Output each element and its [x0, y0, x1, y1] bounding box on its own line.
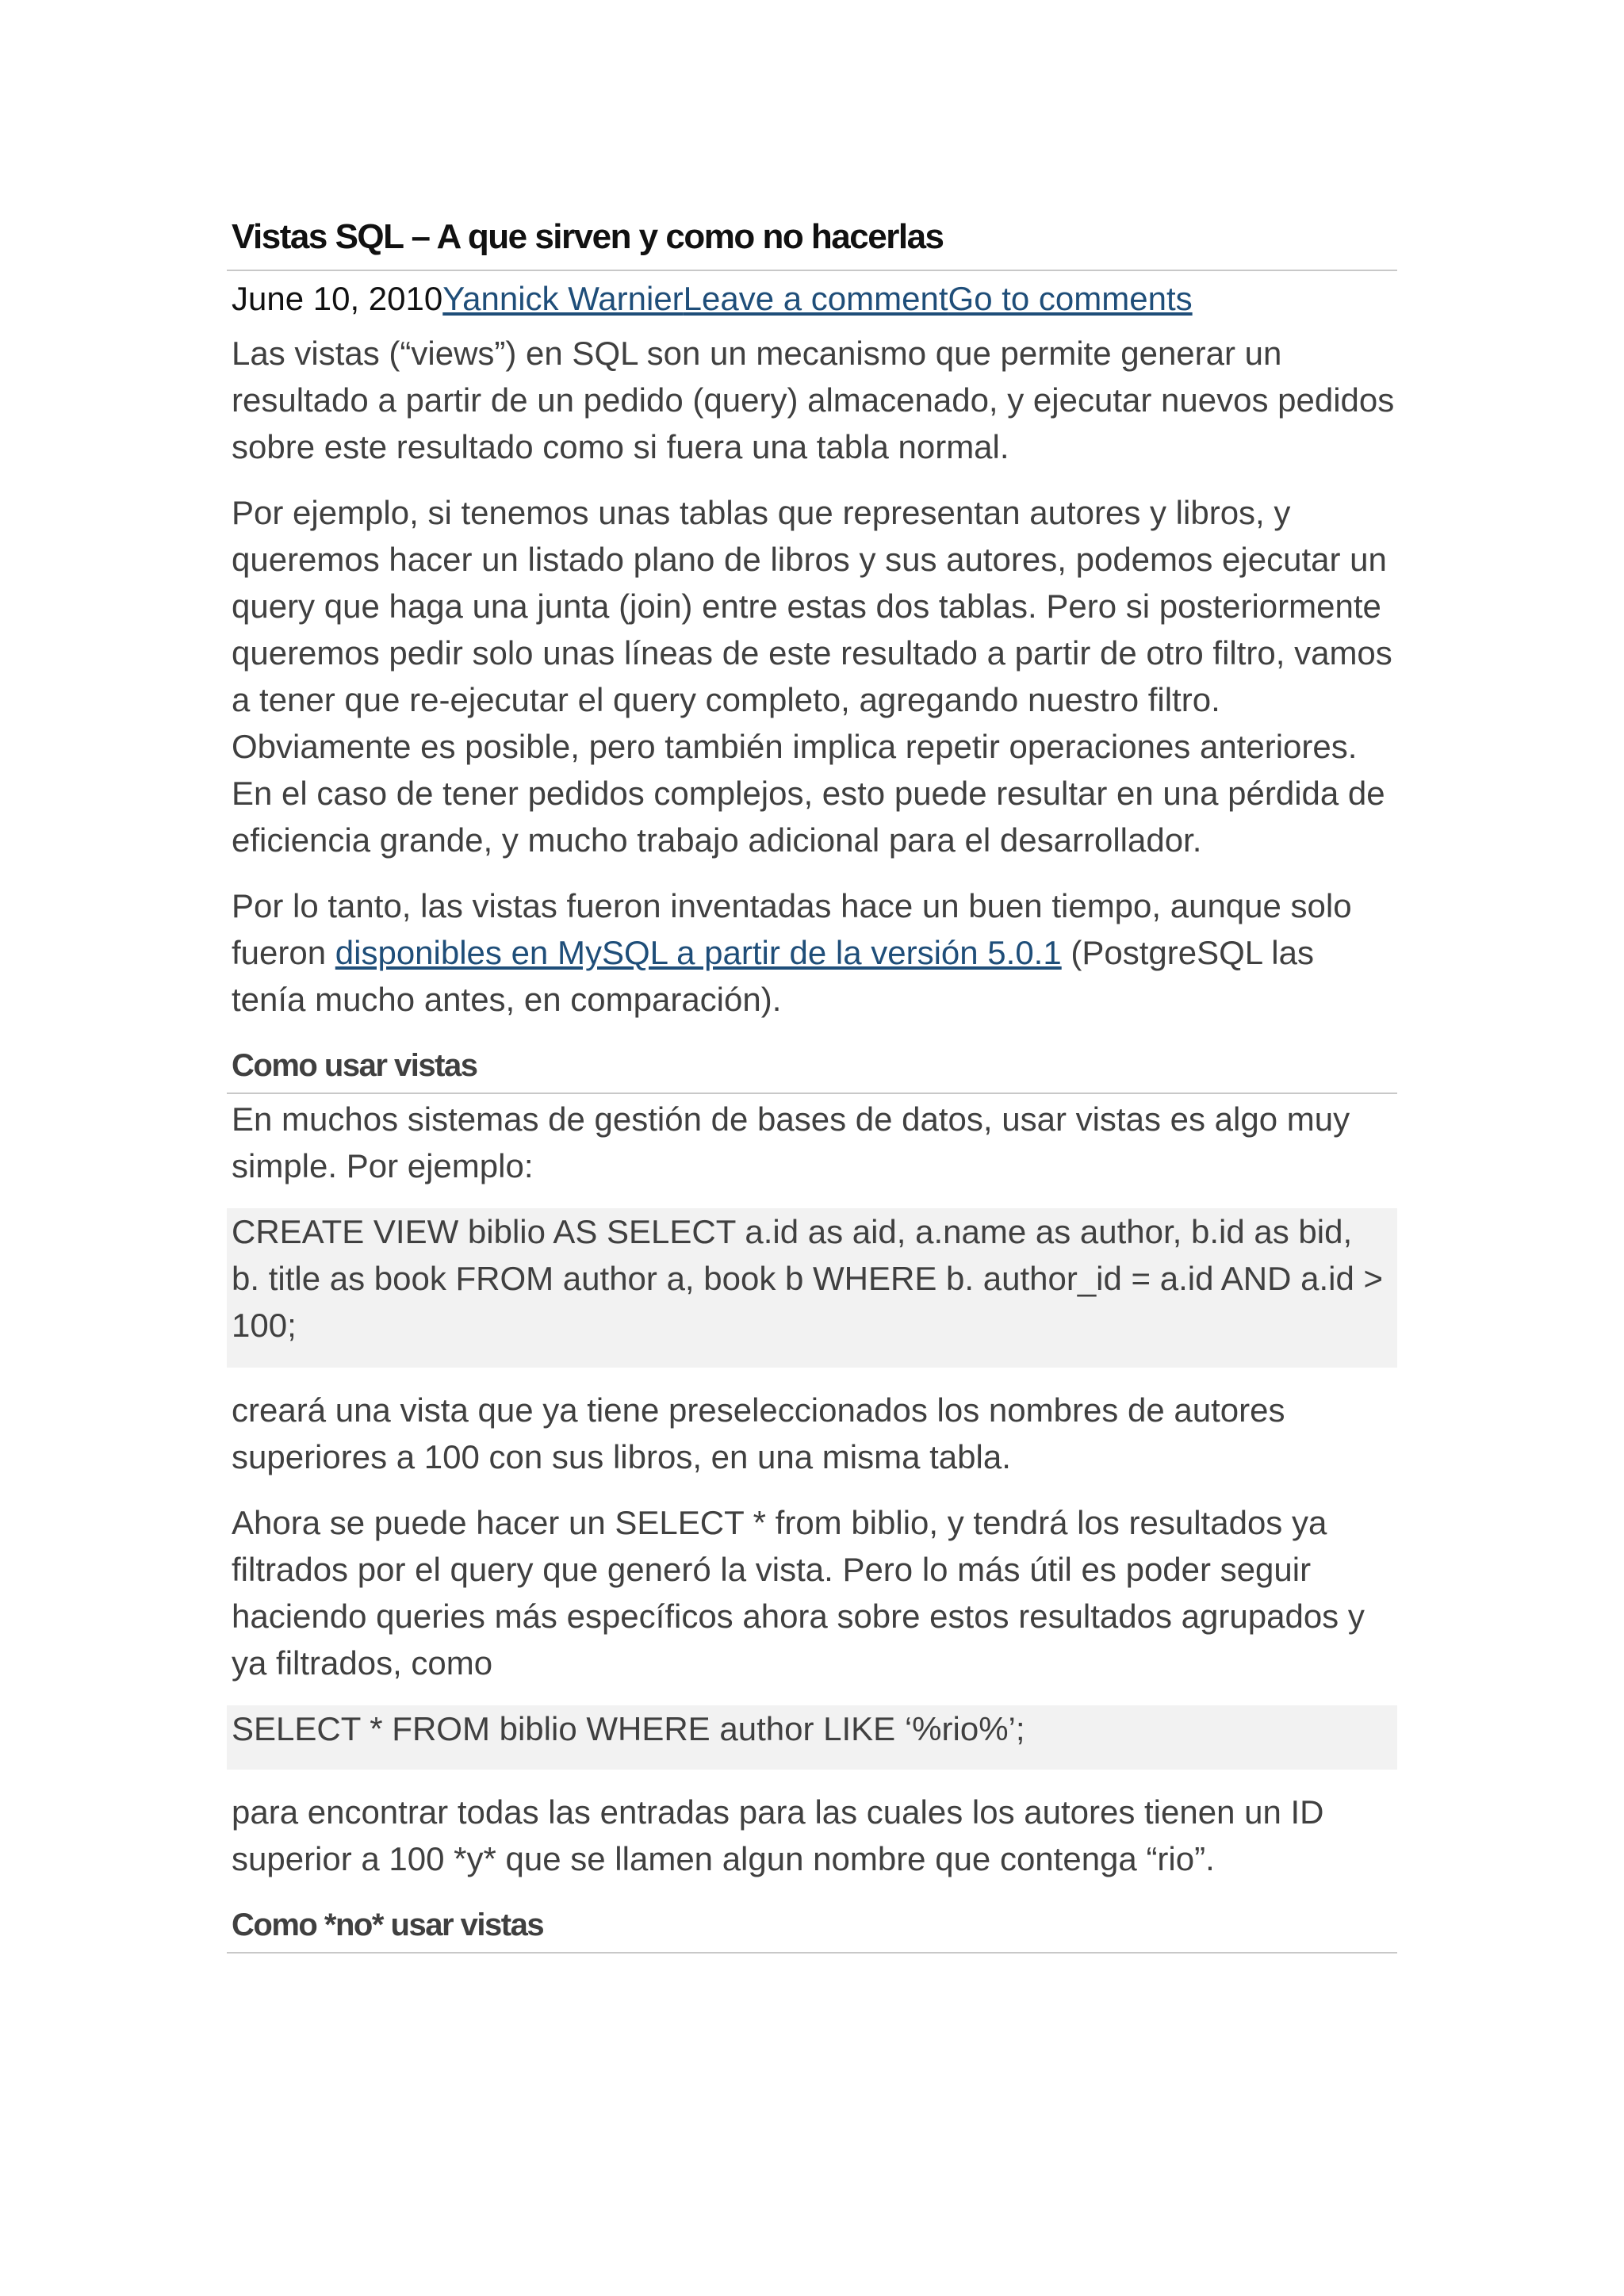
paragraph-select-explained: Ahora se puede hacer un SELECT * from biblio, y tendrá los resultados ya filtrados por el query que generó la vista. Pero lo más útil es poder seguir haciendo queries más específicos ahora sobre estos resultados agrupados y ya filtrados, como [232, 1504, 1365, 1682]
post-date: June 10, 2010 [232, 280, 443, 317]
go-to-comments-link[interactable]: Go to comments [948, 280, 1193, 317]
post-title: Vistas SQL – A que sirven y como no hacerlas [227, 214, 1397, 271]
paragraph-create-explained: creará una vista que ya tiene preseleccionados los nombres de autores superiores a 100 con sus libros, en una misma tabla. [232, 1391, 1285, 1475]
code-block-select: SELECT * FROM biblio WHERE author LIKE ‘%rio%’; [227, 1705, 1397, 1770]
leave-comment-link[interactable]: Leave a comment [683, 280, 948, 317]
paragraph-select-result: para encontrar todas las entradas para las cuales los autores tienen un ID superior a 100 *y* que se llamen algun nombre que contenga “rio”. [232, 1793, 1324, 1877]
code-block-create-view: CREATE VIEW biblio AS SELECT a.id as aid, a.name as author, b.id as bid, b. title as book FROM author a, book b WHERE b. author_id = a.id AND a.id > 100; [227, 1208, 1397, 1368]
paragraph-example: Por ejemplo, si tenemos unas tablas que representan autores y libros, y queremos hacer un listado plano de libros y sus autores, podemos ejecutar un query que haga una junta (join) entre estas dos tablas. Pero si posteriormente queremos pedir solo unas líneas de este resultado a partir de otro filtro, vamos a tener que re-ejecutar el query completo, agregando nuestro filtro. Obviamente es posible, pero también implica repetir operaciones anteriores. En el caso de tener pedidos complejos, esto puede resultar en una pérdida de eficiencia grande, y mucho trabajo adicional para el desarrollador. [232, 494, 1392, 859]
author-link[interactable]: Yannick Warnier [442, 280, 684, 317]
paragraph-usage: En muchos sistemas de gestión de bases de datos, usar vistas es algo muy simple. Por ejemplo: [232, 1100, 1350, 1184]
paragraph-history-text-start: Por lo tanto, las vistas fueron inventadas hace un buen tiempo, aunque solo fueron [232, 887, 1352, 971]
post-content [227, 214, 1397, 1954]
mysql-version-link[interactable]: disponibles en MySQL a partir de la versión 5.0.1 [335, 934, 1062, 971]
paragraph-history-text-end: (PostgreSQL las tenía mucho antes, en comparación). [232, 934, 1314, 1018]
section-heading-como-usar: Como usar vistas [227, 1045, 1397, 1094]
section-heading-como-no-usar: Como *no* usar vistas [227, 1904, 1397, 1954]
paragraph-history [232, 882, 1397, 1023]
paragraph-intro: Las vistas (“views”) en SQL son un mecanismo que permite generar un resultado a partir de un pedido (query) almacenado, y ejecutar nuevos pedidos sobre este resultado como si fuera una tabla normal. [232, 335, 1395, 465]
post-meta [227, 271, 1397, 322]
